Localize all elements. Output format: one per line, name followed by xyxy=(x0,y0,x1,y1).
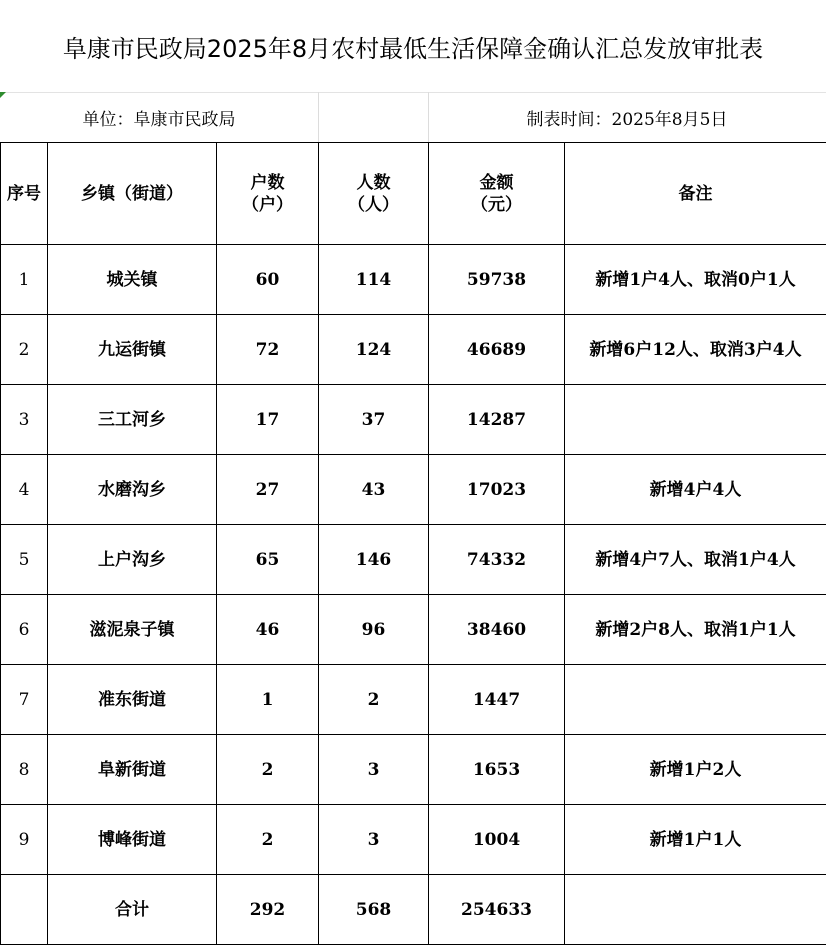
meta-blank-cell xyxy=(318,92,428,142)
header-households-unit: （户） xyxy=(217,194,318,216)
cell-town: 城关镇 xyxy=(48,245,217,315)
header-note: 备注 xyxy=(565,143,826,245)
cell-seq: 6 xyxy=(1,595,48,665)
cell-town: 九运街镇 xyxy=(48,315,217,385)
unit-label: 单位：阜康市民政局 xyxy=(0,92,318,142)
table-row xyxy=(1,805,826,875)
cell-households: 17 xyxy=(217,385,319,455)
cell-amount: 17023 xyxy=(429,455,565,525)
cell-note: 新增4户7人、取消1户4人 xyxy=(565,525,826,595)
cell-note: 新增1户1人 xyxy=(565,805,826,875)
table-row xyxy=(1,385,826,455)
cell-households: 72 xyxy=(217,315,319,385)
cell-town: 滋泥泉子镇 xyxy=(48,595,217,665)
header-people-label: 人数 xyxy=(319,172,428,194)
cell-town: 上户沟乡 xyxy=(48,525,217,595)
header-people xyxy=(319,143,429,245)
summary-table xyxy=(0,142,826,945)
cell-households: 2 xyxy=(217,805,319,875)
cell-note xyxy=(565,665,826,735)
cell-seq: 7 xyxy=(1,665,48,735)
table-row xyxy=(1,245,826,315)
cell-households: 2 xyxy=(217,735,319,805)
meta-divider xyxy=(318,92,319,142)
cell-amount: 14287 xyxy=(429,385,565,455)
cell-amount: 59738 xyxy=(429,245,565,315)
cell-amount: 38460 xyxy=(429,595,565,665)
total-row xyxy=(1,875,826,945)
cell-note: 新增1户4人、取消0户1人 xyxy=(565,245,826,315)
cell-town: 博峰街道 xyxy=(48,805,217,875)
cell-amount: 1004 xyxy=(429,805,565,875)
table-row xyxy=(1,455,826,525)
cell-note: 新增1户2人 xyxy=(565,735,826,805)
total-amount: 254633 xyxy=(429,875,565,945)
table-row xyxy=(1,315,826,385)
meta-divider xyxy=(428,92,429,142)
cell-people: 3 xyxy=(319,805,429,875)
cell-people: 37 xyxy=(319,385,429,455)
cell-seq: 1 xyxy=(1,245,48,315)
table-row xyxy=(1,665,826,735)
cell-note: 新增6户12人、取消3户4人 xyxy=(565,315,826,385)
cell-households: 60 xyxy=(217,245,319,315)
cell-amount: 1447 xyxy=(429,665,565,735)
total-label: 合计 xyxy=(48,875,217,945)
cell-town: 水磨沟乡 xyxy=(48,455,217,525)
cell-people: 124 xyxy=(319,315,429,385)
cell-seq: 8 xyxy=(1,735,48,805)
header-seq: 序号 xyxy=(1,143,48,245)
cell-households: 46 xyxy=(217,595,319,665)
cell-amount: 1653 xyxy=(429,735,565,805)
sheet-title: 阜康市民政局2025年8月农村最低生活保障金确认汇总发放审批表 xyxy=(0,0,826,93)
cell-seq: 4 xyxy=(1,455,48,525)
cell-people: 146 xyxy=(319,525,429,595)
cell-seq: 9 xyxy=(1,805,48,875)
cell-note xyxy=(565,385,826,455)
header-amount-label: 金额 xyxy=(429,172,564,194)
total-people: 568 xyxy=(319,875,429,945)
cell-households: 27 xyxy=(217,455,319,525)
cell-seq: 3 xyxy=(1,385,48,455)
cell-people: 2 xyxy=(319,665,429,735)
header-amount xyxy=(429,143,565,245)
header-people-unit: （人） xyxy=(319,194,428,216)
table-row xyxy=(1,525,826,595)
table-row xyxy=(1,595,826,665)
cell-seq: 2 xyxy=(1,315,48,385)
cell-amount: 46689 xyxy=(429,315,565,385)
cell-people: 114 xyxy=(319,245,429,315)
cell-seq: 5 xyxy=(1,525,48,595)
header-households xyxy=(217,143,319,245)
cell-note: 新增4户4人 xyxy=(565,455,826,525)
cell-town: 阜新街道 xyxy=(48,735,217,805)
table-header-row xyxy=(1,143,826,245)
total-note xyxy=(565,875,826,945)
table-row xyxy=(1,735,826,805)
cell-town: 三工河乡 xyxy=(48,385,217,455)
cell-note: 新增2户8人、取消1户1人 xyxy=(565,595,826,665)
date-label: 制表时间：2025年8月5日 xyxy=(428,92,826,142)
header-households-label: 户数 xyxy=(217,172,318,194)
cell-town: 准东街道 xyxy=(48,665,217,735)
cell-households: 65 xyxy=(217,525,319,595)
total-households: 292 xyxy=(217,875,319,945)
cell-people: 3 xyxy=(319,735,429,805)
header-town: 乡镇（街道） xyxy=(48,143,217,245)
cell-people: 43 xyxy=(319,455,429,525)
cell-seq-blank xyxy=(1,875,48,945)
cell-households: 1 xyxy=(217,665,319,735)
cell-people: 96 xyxy=(319,595,429,665)
header-amount-unit: （元） xyxy=(429,194,564,216)
cell-amount: 74332 xyxy=(429,525,565,595)
